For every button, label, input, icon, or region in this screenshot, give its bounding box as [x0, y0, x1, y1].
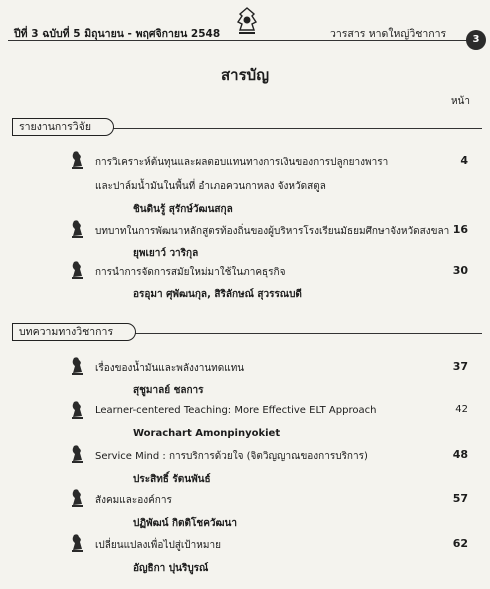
figure-bullet-icon: [70, 150, 84, 170]
section-academic-articles: [12, 323, 482, 339]
section-label: บทความทางวิชาการ: [12, 323, 136, 341]
entry-title-continued: และปาล์มน้ำมันในพื้นที่ อำเภอควนกาหลง จังหวัดสตูล: [95, 181, 326, 192]
entry-page: 57: [452, 492, 468, 505]
page-number-badge: 3: [466, 30, 486, 50]
entry-title: เปลี่ยนแปลงเพื่อไปสู่เป้าหมาย: [95, 540, 221, 551]
entry-page: 62: [452, 537, 468, 550]
entry-page: 37: [452, 360, 468, 373]
figure-bullet-icon: [70, 356, 84, 376]
figure-bullet-icon: [70, 400, 84, 420]
page-header: [0, 0, 490, 45]
entry-title: เรื่องของน้ำมันและพลังงานทดแทน: [95, 363, 245, 374]
entry-page: 16: [452, 223, 468, 236]
entry-author: อรอุมา ศุพัฒนกุล, สิริลักษณ์ สุวรรณบดี: [133, 289, 302, 300]
section-research: [12, 118, 482, 134]
entry-title: การนำการจัดการสมัยใหม่มาใช้ในภาคธุรกิจ: [95, 267, 286, 278]
entry-title: บทบาทในการพัฒนาหลักสูตรท้องถิ่นของผู้บริหารโรงเรียนมัธยมศึกษาจังหวัดสงขลา: [95, 226, 450, 237]
entry-author: ปฏิพัฒน์ กิตติโชควัฒนา: [133, 518, 237, 529]
figure-bullet-icon: [70, 260, 84, 280]
entry-author: ยุพเยาว์ วาริกุล: [133, 248, 199, 259]
figure-bullet-icon: [70, 533, 84, 553]
entry-page: 42: [455, 404, 468, 415]
entry-title: Service Mind : การบริการด้วยใจ (จิตวิญญาณของการบริการ): [95, 451, 368, 462]
entry-page: 30: [452, 264, 468, 277]
figure-bullet-icon: [70, 444, 84, 464]
section-label: รายงานการวิจัย: [12, 118, 114, 136]
header-divider: [8, 40, 472, 41]
university-seal-icon: [232, 6, 262, 38]
header-journal-name: วารสาร หาดใหญ่วิชาการ: [330, 28, 447, 40]
header-issue-info: ปีที่ 3 ฉบับที่ 5 มิถุนายน - พฤศจิกายน 2548: [14, 28, 221, 40]
entry-page: 4: [460, 154, 468, 167]
entry-author: ชินดินรู้ สุรักษ์วัฒนสกุล: [133, 204, 233, 215]
entry-author: ประสิทธิ์ รัตนพันธ์: [133, 474, 211, 485]
page-column-label: หน้า: [450, 96, 470, 107]
entry-title: สังคมและองค์การ: [95, 495, 172, 506]
figure-bullet-icon: [70, 219, 84, 239]
entry-author: สุชูมาลย์ ชลการ: [133, 385, 204, 396]
toc-title: สารบัญ: [221, 66, 269, 84]
entry-title: การวิเคราะห์ต้นทุนและผลตอบแทนทางการเงินของการปลูกยางพารา: [95, 157, 389, 168]
entry-author: อัญธิกา ปุนริบูรณ์: [133, 563, 209, 574]
figure-bullet-icon: [70, 488, 84, 508]
entry-author: Worachart Amonpinyokiet: [133, 428, 281, 439]
entry-title: Learner-centered Teaching: More Effective ELT Approach: [95, 405, 377, 416]
entry-page: 48: [452, 448, 468, 461]
